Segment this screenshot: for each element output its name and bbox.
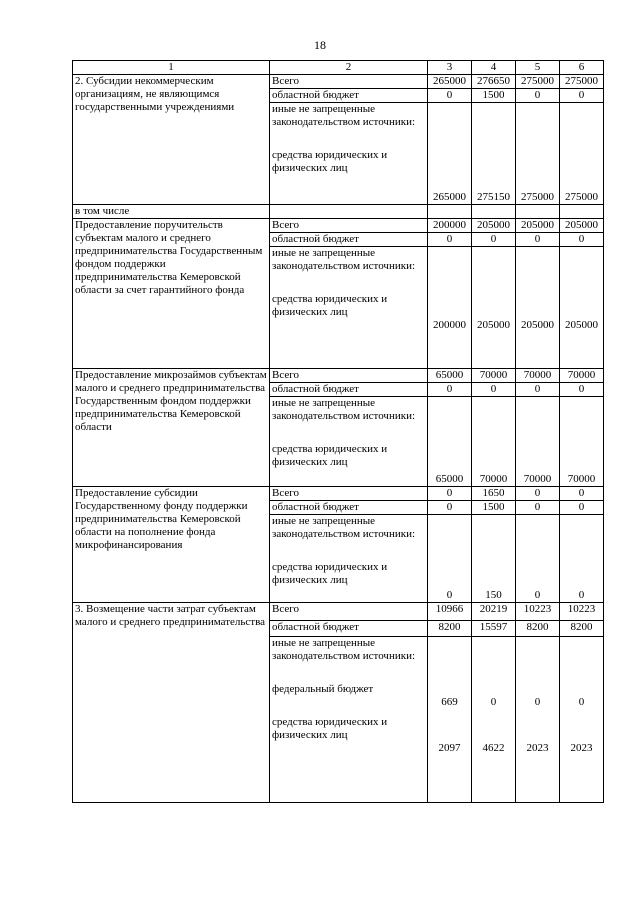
section-description: 2. Субсидии некоммерческим организациям, не являющимся государственными учреждениями xyxy=(73,75,270,205)
value-cell: 205000 xyxy=(560,219,604,233)
value-cell: 275000 xyxy=(560,75,604,89)
value-cell: 200000 xyxy=(428,219,472,233)
value-cell: 275000 xyxy=(516,103,560,205)
source-label-other: иные не запрещенные законодательством источники: xyxy=(272,397,416,422)
value-cell-pair xyxy=(472,637,516,803)
value-cell: 0 xyxy=(472,383,516,397)
value-cell: 669 xyxy=(441,696,458,708)
value-cell: 70000 xyxy=(472,397,516,487)
value-cell: 8200 xyxy=(428,621,472,637)
value-cell: 0 xyxy=(490,696,497,708)
source-label-block xyxy=(270,637,428,803)
value-cell: 15597 xyxy=(472,621,516,637)
table-row xyxy=(73,369,604,383)
value-cell: 2097 xyxy=(438,742,461,754)
value-cell: 70000 xyxy=(516,397,560,487)
section-description: Предоставление поручительств субъектам малого и среднего предпринимательства Государственным фондом поддержки предпринимательства Кемеровской области за счет гарантийного фонда xyxy=(73,219,270,369)
value-cell: 0 xyxy=(560,89,604,103)
table-row xyxy=(73,603,604,621)
value-cell: 10223 xyxy=(516,603,560,621)
value-cell: 205000 xyxy=(516,247,560,369)
value-cell: 205000 xyxy=(560,247,604,369)
value-cell: 1500 xyxy=(472,89,516,103)
source-label-total: Всего xyxy=(270,603,428,621)
section-description: Предоставление микрозаймов субъектам малого и среднего предпринимательства Государственным фондом поддержки предпринимательства Кемеровской области xyxy=(73,369,270,487)
value-cell: 205000 xyxy=(472,247,516,369)
value-cell: 0 xyxy=(472,233,516,247)
column-header: 3 xyxy=(428,61,472,75)
value-cell: 275150 xyxy=(472,103,516,205)
value-cell: 0 xyxy=(560,501,604,515)
value-cell: 0 xyxy=(560,487,604,501)
value-cell: 0 xyxy=(516,89,560,103)
source-label-total: Всего xyxy=(270,487,428,501)
source-label-legal: средства юридических и физических лиц xyxy=(272,443,388,468)
value-cell: 0 xyxy=(516,501,560,515)
value-cell: 8200 xyxy=(516,621,560,637)
value-cell: 0 xyxy=(578,696,585,708)
value-cell: 0 xyxy=(516,383,560,397)
value-cell: 205000 xyxy=(472,219,516,233)
column-header-row xyxy=(73,61,604,75)
budget-table xyxy=(72,60,604,803)
value-cell: 4622 xyxy=(482,742,505,754)
value-cell: 0 xyxy=(428,383,472,397)
value-cell: 1500 xyxy=(472,501,516,515)
value-cell: 70000 xyxy=(560,397,604,487)
value-cell: 275000 xyxy=(560,103,604,205)
value-cell: 10966 xyxy=(428,603,472,621)
source-label-block xyxy=(270,247,428,369)
value-cell-pair xyxy=(560,637,604,803)
value-cell: 70000 xyxy=(516,369,560,383)
source-label-regional: областной бюджет xyxy=(270,383,428,397)
source-label-other: иные не запрещенные законодательством источники: xyxy=(272,637,416,662)
value-cell: 10223 xyxy=(560,603,604,621)
including-label: в том числе xyxy=(73,205,270,219)
value-cell: 275000 xyxy=(516,75,560,89)
source-label-block xyxy=(270,397,428,487)
value-cell: 0 xyxy=(560,233,604,247)
column-header: 1 xyxy=(73,61,270,75)
column-header: 6 xyxy=(560,61,604,75)
value-cell: 276650 xyxy=(472,75,516,89)
table-row xyxy=(73,75,604,89)
value-cell: 0 xyxy=(516,515,560,603)
source-label-other: иные не запрещенные законодательством источники: xyxy=(272,103,416,128)
value-cell: 0 xyxy=(560,515,604,603)
value-cell: 70000 xyxy=(472,369,516,383)
source-label-regional: областной бюджет xyxy=(270,89,428,103)
source-label-legal: средства юридических и физических лиц xyxy=(272,149,388,174)
table-row xyxy=(73,487,604,501)
value-cell: 200000 xyxy=(428,247,472,369)
table-row xyxy=(73,219,604,233)
value-cell: 0 xyxy=(516,487,560,501)
section-description: 3. Возмещение части затрат субъектам малого и среднего предпринимательства xyxy=(73,603,270,803)
value-cell-pair xyxy=(516,637,560,803)
value-cell-pair xyxy=(428,637,472,803)
source-label-regional: областной бюджет xyxy=(270,501,428,515)
value-cell: 0 xyxy=(516,233,560,247)
source-label-regional: областной бюджет xyxy=(270,621,428,637)
source-label-total: Всего xyxy=(270,369,428,383)
column-header: 4 xyxy=(472,61,516,75)
value-cell: 70000 xyxy=(560,369,604,383)
value-cell: 0 xyxy=(560,383,604,397)
source-label-block xyxy=(270,103,428,205)
value-cell: 65000 xyxy=(428,397,472,487)
value-cell: 8200 xyxy=(560,621,604,637)
value-cell: 1650 xyxy=(472,487,516,501)
value-cell: 2023 xyxy=(570,742,593,754)
source-label-regional: областной бюджет xyxy=(270,233,428,247)
source-label-legal: средства юридических и физических лиц xyxy=(272,716,388,741)
value-cell: 20219 xyxy=(472,603,516,621)
value-cell: 0 xyxy=(534,696,541,708)
value-cell: 265000 xyxy=(428,103,472,205)
value-cell: 2023 xyxy=(526,742,549,754)
value-cell: 0 xyxy=(428,89,472,103)
value-cell: 65000 xyxy=(428,369,472,383)
source-label-federal: федеральный бюджет xyxy=(272,683,374,695)
value-cell: 150 xyxy=(472,515,516,603)
section-description: Предоставление субсидии Государственному фонду поддержки предпринимательства Кемеровской области на пополнение фонда микрофинансирования xyxy=(73,487,270,603)
source-label-other: иные не запрещенные законодательством источники: xyxy=(272,247,416,272)
value-cell: 0 xyxy=(428,233,472,247)
value-cell: 265000 xyxy=(428,75,472,89)
table-row xyxy=(73,205,604,219)
column-header: 2 xyxy=(270,61,428,75)
source-label-legal: средства юридических и физических лиц xyxy=(272,293,388,318)
value-cell: 0 xyxy=(428,487,472,501)
source-label-legal: средства юридических и физических лиц xyxy=(272,561,388,586)
value-cell: 0 xyxy=(428,501,472,515)
source-label-total: Всего xyxy=(270,75,428,89)
source-label-other: иные не запрещенные законодательством источники: xyxy=(272,515,416,540)
source-label-block xyxy=(270,515,428,603)
page-number: 18 xyxy=(314,38,326,52)
source-label-total: Всего xyxy=(270,219,428,233)
value-cell: 0 xyxy=(428,515,472,603)
column-header: 5 xyxy=(516,61,560,75)
value-cell: 205000 xyxy=(516,219,560,233)
